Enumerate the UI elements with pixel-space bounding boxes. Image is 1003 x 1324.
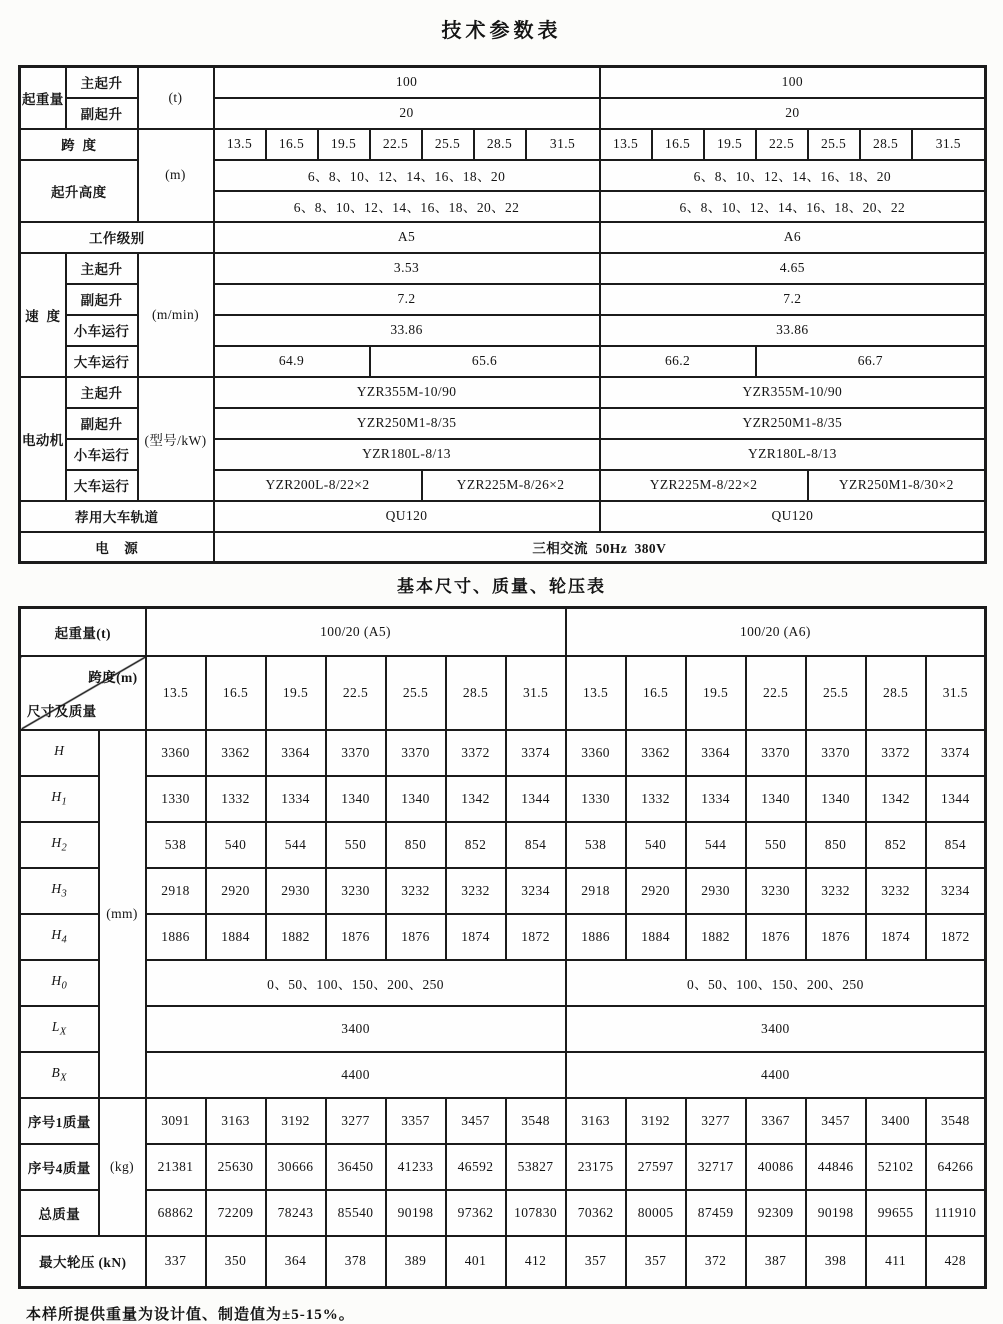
mass-value-cell: 23175 [566,1144,626,1190]
wheel-value-cell: 412 [506,1236,566,1288]
value-cell: 7.2 [214,284,600,315]
value-cell: YZR180L-8/13 [600,439,986,470]
row-label: 序号4质量 [20,1144,99,1190]
dim-value-cell: 1340 [386,776,446,822]
dim-value-cell: 3370 [386,730,446,776]
row-label: 小车运行 [66,315,138,346]
value-cell: 4.65 [600,253,986,284]
span-header-cell: 28.5 [446,656,506,730]
row-label: $H_3$ [20,868,99,914]
technical-parameters-table [18,65,987,564]
unit-label: (m) [138,129,214,222]
span-header-cell: 31.5 [506,656,566,730]
dim-value-cell: 3232 [806,868,866,914]
table-row [20,868,986,914]
mass-value-cell: 44846 [806,1144,866,1190]
mass-value-cell: 3457 [446,1098,506,1144]
value-cell: 6、8、10、12、14、16、18、20 [214,160,600,191]
dim-value-cell: 1874 [446,914,506,960]
dim-value-cell: 1874 [866,914,926,960]
value-cell: QU120 [214,501,600,532]
row-label: 小车运行 [66,439,138,470]
span-value-cell: 19.5 [704,129,756,160]
value-cell: YZR250M1-8/30×2 [808,470,986,501]
value-cell: A5 [214,222,600,253]
mass-value-cell: 3548 [926,1098,986,1144]
value-cell: YZR200L-8/22×2 [214,470,422,501]
mass-value-cell: 32717 [686,1144,746,1190]
dim-value-cell: 1882 [266,914,326,960]
mass-value-cell: 97362 [446,1190,506,1236]
dim-value-cell: 3362 [206,730,266,776]
mass-value-cell: 52102 [866,1144,926,1190]
value-cell: 4400 [146,1052,566,1098]
mass-value-cell: 41233 [386,1144,446,1190]
mass-value-cell: 3367 [746,1098,806,1144]
table-row [20,1236,986,1288]
span-value-cell: 31.5 [526,129,600,160]
value-cell: 0、50、100、150、200、250 [146,960,566,1006]
dim-value-cell: 1332 [206,776,266,822]
row-label: 电 源 [20,532,214,563]
dim-value-cell: 1340 [746,776,806,822]
dim-value-cell: 1334 [266,776,326,822]
wheel-value-cell: 350 [206,1236,266,1288]
value-cell: QU120 [600,501,986,532]
row-label: $H_2$ [20,822,99,868]
table-row [20,730,986,776]
span-header-cell: 13.5 [146,656,206,730]
mass-value-cell: 3277 [326,1098,386,1144]
dim-value-cell: 3374 [506,730,566,776]
span-value-cell: 13.5 [600,129,652,160]
row-label: $B_X$ [20,1052,99,1098]
mass-value-cell: 111910 [926,1190,986,1236]
wheel-value-cell: 337 [146,1236,206,1288]
span-value-cell: 19.5 [318,129,370,160]
mass-value-cell: 25630 [206,1144,266,1190]
dim-value-cell: 1872 [506,914,566,960]
dim-value-cell: 3234 [506,868,566,914]
mass-value-cell: 99655 [866,1190,926,1236]
dim-value-cell: 852 [866,822,926,868]
value-cell: 64.9 [214,346,370,377]
dim-value-cell: 1876 [326,914,386,960]
row-group-label: 起重量 [20,67,66,129]
dim-value-cell: 1344 [926,776,986,822]
span-header-cell: 25.5 [386,656,446,730]
dim-value-cell: 850 [806,822,866,868]
value-cell: 100/20 (A5) [146,608,566,656]
dim-value-cell: 540 [626,822,686,868]
value-cell: YZR355M-10/90 [214,377,600,408]
footnote: 本样所提供重量为设计值、制造值为±5-15%。 [26,1307,355,1323]
span-header-cell: 22.5 [326,656,386,730]
value-cell: 100 [600,67,986,98]
value-cell: 100/20 (A6) [566,608,986,656]
table-row [20,1006,986,1052]
table-row [20,532,986,563]
row-label: 荐用大车轨道 [20,501,214,532]
value-cell: 33.86 [600,315,986,346]
dim-value-cell: 3362 [626,730,686,776]
wheel-value-cell: 389 [386,1236,446,1288]
mass-value-cell: 3548 [506,1098,566,1144]
table-row [20,914,986,960]
row-label: H [20,730,99,776]
table-row [20,1144,986,1190]
dim-value-cell: 3364 [686,730,746,776]
unit-label: (型号/kW) [138,377,214,501]
dim-value-cell: 538 [566,822,626,868]
value-cell: 7.2 [600,284,986,315]
span-value-cell: 28.5 [474,129,526,160]
wheel-value-cell: 411 [866,1236,926,1288]
row-label: 主起升 [66,377,138,408]
dim-value-cell: 3370 [806,730,866,776]
mass-value-cell: 3277 [686,1098,746,1144]
value-cell: 6、8、10、12、14、16、18、20、22 [600,191,986,222]
dim-value-cell: 3232 [446,868,506,914]
mass-value-cell: 107830 [506,1190,566,1236]
dim-value-cell: 3360 [146,730,206,776]
value-cell: 6、8、10、12、14、16、18、20 [600,160,986,191]
row-label: 总质量 [20,1190,99,1236]
value-cell: YZR250M1-8/35 [600,408,986,439]
dim-value-cell: 3232 [386,868,446,914]
wheel-value-cell: 364 [266,1236,326,1288]
dim-value-cell: 1342 [866,776,926,822]
mass-value-cell: 40086 [746,1144,806,1190]
value-cell: 20 [600,98,986,129]
dim-value-cell: 1876 [746,914,806,960]
value-cell: 65.6 [370,346,600,377]
wheel-value-cell: 357 [626,1236,686,1288]
row-label: 副起升 [66,284,138,315]
span-value-cell: 16.5 [652,129,704,160]
mass-value-cell: 68862 [146,1190,206,1236]
row-label: 大车运行 [66,470,138,501]
dim-value-cell: 3370 [326,730,386,776]
span-value-cell: 31.5 [912,129,986,160]
mass-value-cell: 36450 [326,1144,386,1190]
span-value-cell: 22.5 [370,129,422,160]
dim-value-cell: 3372 [446,730,506,776]
wheel-value-cell: 428 [926,1236,986,1288]
span-header-cell: 22.5 [746,656,806,730]
dim-value-cell: 544 [266,822,326,868]
span-value-cell: 25.5 [422,129,474,160]
span-value-cell: 22.5 [756,129,808,160]
mass-value-cell: 46592 [446,1144,506,1190]
span-value-cell: 28.5 [860,129,912,160]
dim-value-cell: 3234 [926,868,986,914]
span-header-cell: 19.5 [686,656,746,730]
row-label: 序号1质量 [20,1098,99,1144]
mass-value-cell: 90198 [386,1190,446,1236]
value-cell: A6 [600,222,986,253]
table-row [20,253,986,284]
wheel-value-cell: 357 [566,1236,626,1288]
row-label: 起升高度 [20,160,138,222]
row-label: $H_0$ [20,960,99,1006]
mass-value-cell: 30666 [266,1144,326,1190]
table-row [20,822,986,868]
value-cell: 3400 [566,1006,986,1052]
value-cell: YZR355M-10/90 [600,377,986,408]
table-row [20,656,986,730]
dim-value-cell: 850 [386,822,446,868]
dim-value-cell: 2920 [626,868,686,914]
span-header-cell: 16.5 [626,656,686,730]
mass-value-cell: 70362 [566,1190,626,1236]
value-cell: YZR180L-8/13 [214,439,600,470]
dim-value-cell: 3374 [926,730,986,776]
value-cell: 3400 [146,1006,566,1052]
mass-value-cell: 3457 [806,1098,866,1144]
dim-value-cell: 852 [446,822,506,868]
mass-value-cell: 90198 [806,1190,866,1236]
wheel-value-cell: 398 [806,1236,866,1288]
span-header-cell: 28.5 [866,656,926,730]
dim-value-cell: 1882 [686,914,746,960]
dim-value-cell: 544 [686,822,746,868]
dim-value-cell: 1344 [506,776,566,822]
mass-value-cell: 78243 [266,1190,326,1236]
row-label: 最大轮压 (kN) [20,1236,146,1288]
value-cell: 3.53 [214,253,600,284]
mass-value-cell: 64266 [926,1144,986,1190]
dim-value-cell: 2920 [206,868,266,914]
span-header-cell: 13.5 [566,656,626,730]
mass-value-cell: 21381 [146,1144,206,1190]
corner-bottom-label: 尺寸及质量 [27,703,97,719]
span-header-cell: 25.5 [806,656,866,730]
value-cell: 100 [214,67,600,98]
diagonal-header-cell [20,656,146,730]
mass-value-cell: 3163 [566,1098,626,1144]
dim-value-cell: 1884 [626,914,686,960]
row-label: 主起升 [66,67,138,98]
dim-value-cell: 2918 [566,868,626,914]
mass-value-cell: 3091 [146,1098,206,1144]
table-row [20,608,986,656]
dim-value-cell: 1340 [326,776,386,822]
span-header-cell: 16.5 [206,656,266,730]
value-cell: 33.86 [214,315,600,346]
mass-value-cell: 27597 [626,1144,686,1190]
row-label: 主起升 [66,253,138,284]
dim-value-cell: 1886 [566,914,626,960]
row-group-label: 速 度 [20,253,66,377]
table-row [20,222,986,253]
value-cell: 三相交流 50Hz 380V [214,532,986,563]
unit-label: (kg) [99,1098,146,1236]
row-label: $H_4$ [20,914,99,960]
dim-value-cell: 1872 [926,914,986,960]
dim-value-cell: 3364 [266,730,326,776]
dim-value-cell: 1876 [806,914,866,960]
value-cell: 4400 [566,1052,986,1098]
dim-value-cell: 1332 [626,776,686,822]
dim-value-cell: 540 [206,822,266,868]
table-row [20,1190,986,1236]
mass-value-cell: 53827 [506,1144,566,1190]
mass-value-cell: 3163 [206,1098,266,1144]
table-row [20,129,986,160]
row-label: $L_X$ [20,1006,99,1052]
dim-value-cell: 538 [146,822,206,868]
span-value-cell: 13.5 [214,129,266,160]
mass-value-cell: 3192 [626,1098,686,1144]
dim-value-cell: 3232 [866,868,926,914]
row-group-label: 电动机 [20,377,66,501]
row-label: 跨 度 [20,129,138,160]
mass-value-cell: 3192 [266,1098,326,1144]
row-label: 大车运行 [66,346,138,377]
value-cell: YZR225M-8/22×2 [600,470,808,501]
row-label: 副起升 [66,98,138,129]
value-cell: 66.2 [600,346,756,377]
dim-value-cell: 854 [926,822,986,868]
unit-label: (mm) [99,730,146,1098]
dim-value-cell: 3372 [866,730,926,776]
value-cell: 6、8、10、12、14、16、18、20、22 [214,191,600,222]
dim-value-cell: 3360 [566,730,626,776]
unit-label: (t) [138,67,214,129]
dim-value-cell: 550 [326,822,386,868]
table-row [20,377,986,408]
dim-value-cell: 1342 [446,776,506,822]
value-cell: YZR250M1-8/35 [214,408,600,439]
row-label: $H_1$ [20,776,99,822]
dim-value-cell: 1340 [806,776,866,822]
table2-title: 基本尺寸、质量、轮压表 [397,577,606,596]
mass-value-cell: 87459 [686,1190,746,1236]
table-row [20,1098,986,1144]
dim-value-cell: 550 [746,822,806,868]
dim-value-cell: 3370 [746,730,806,776]
dim-value-cell: 2918 [146,868,206,914]
dim-value-cell: 3230 [746,868,806,914]
corner-top-label: 跨度(m) [88,669,138,685]
dim-value-cell: 1886 [146,914,206,960]
mass-value-cell: 85540 [326,1190,386,1236]
wheel-value-cell: 387 [746,1236,806,1288]
table-row [20,1052,986,1098]
table-row [20,960,986,1006]
wheel-value-cell: 378 [326,1236,386,1288]
span-value-cell: 16.5 [266,129,318,160]
wheel-value-cell: 372 [686,1236,746,1288]
dim-value-cell: 1334 [686,776,746,822]
dim-value-cell: 1876 [386,914,446,960]
value-cell: YZR225M-8/26×2 [422,470,600,501]
page-title: 技术参数表 [441,20,562,42]
mass-value-cell: 80005 [626,1190,686,1236]
table-row [20,501,986,532]
wheel-value-cell: 401 [446,1236,506,1288]
dim-value-cell: 3230 [326,868,386,914]
mass-value-cell: 72209 [206,1190,266,1236]
dim-value-cell: 1330 [146,776,206,822]
row-label: 起重量(t) [20,608,146,656]
dim-value-cell: 854 [506,822,566,868]
mass-value-cell: 92309 [746,1190,806,1236]
mass-value-cell: 3357 [386,1098,446,1144]
dim-value-cell: 1884 [206,914,266,960]
span-header-cell: 31.5 [926,656,986,730]
value-cell: 20 [214,98,600,129]
row-label: 副起升 [66,408,138,439]
value-cell: 0、50、100、150、200、250 [566,960,986,1006]
unit-label: (m/min) [138,253,214,377]
span-value-cell: 25.5 [808,129,860,160]
span-header-cell: 19.5 [266,656,326,730]
table-row [20,776,986,822]
mass-value-cell: 3400 [866,1098,926,1144]
value-cell: 66.7 [756,346,986,377]
dimensions-mass-wheel-table [18,606,987,1289]
dim-value-cell: 2930 [266,868,326,914]
row-label: 工作级别 [20,222,214,253]
table-row [20,67,986,98]
dim-value-cell: 2930 [686,868,746,914]
dim-value-cell: 1330 [566,776,626,822]
